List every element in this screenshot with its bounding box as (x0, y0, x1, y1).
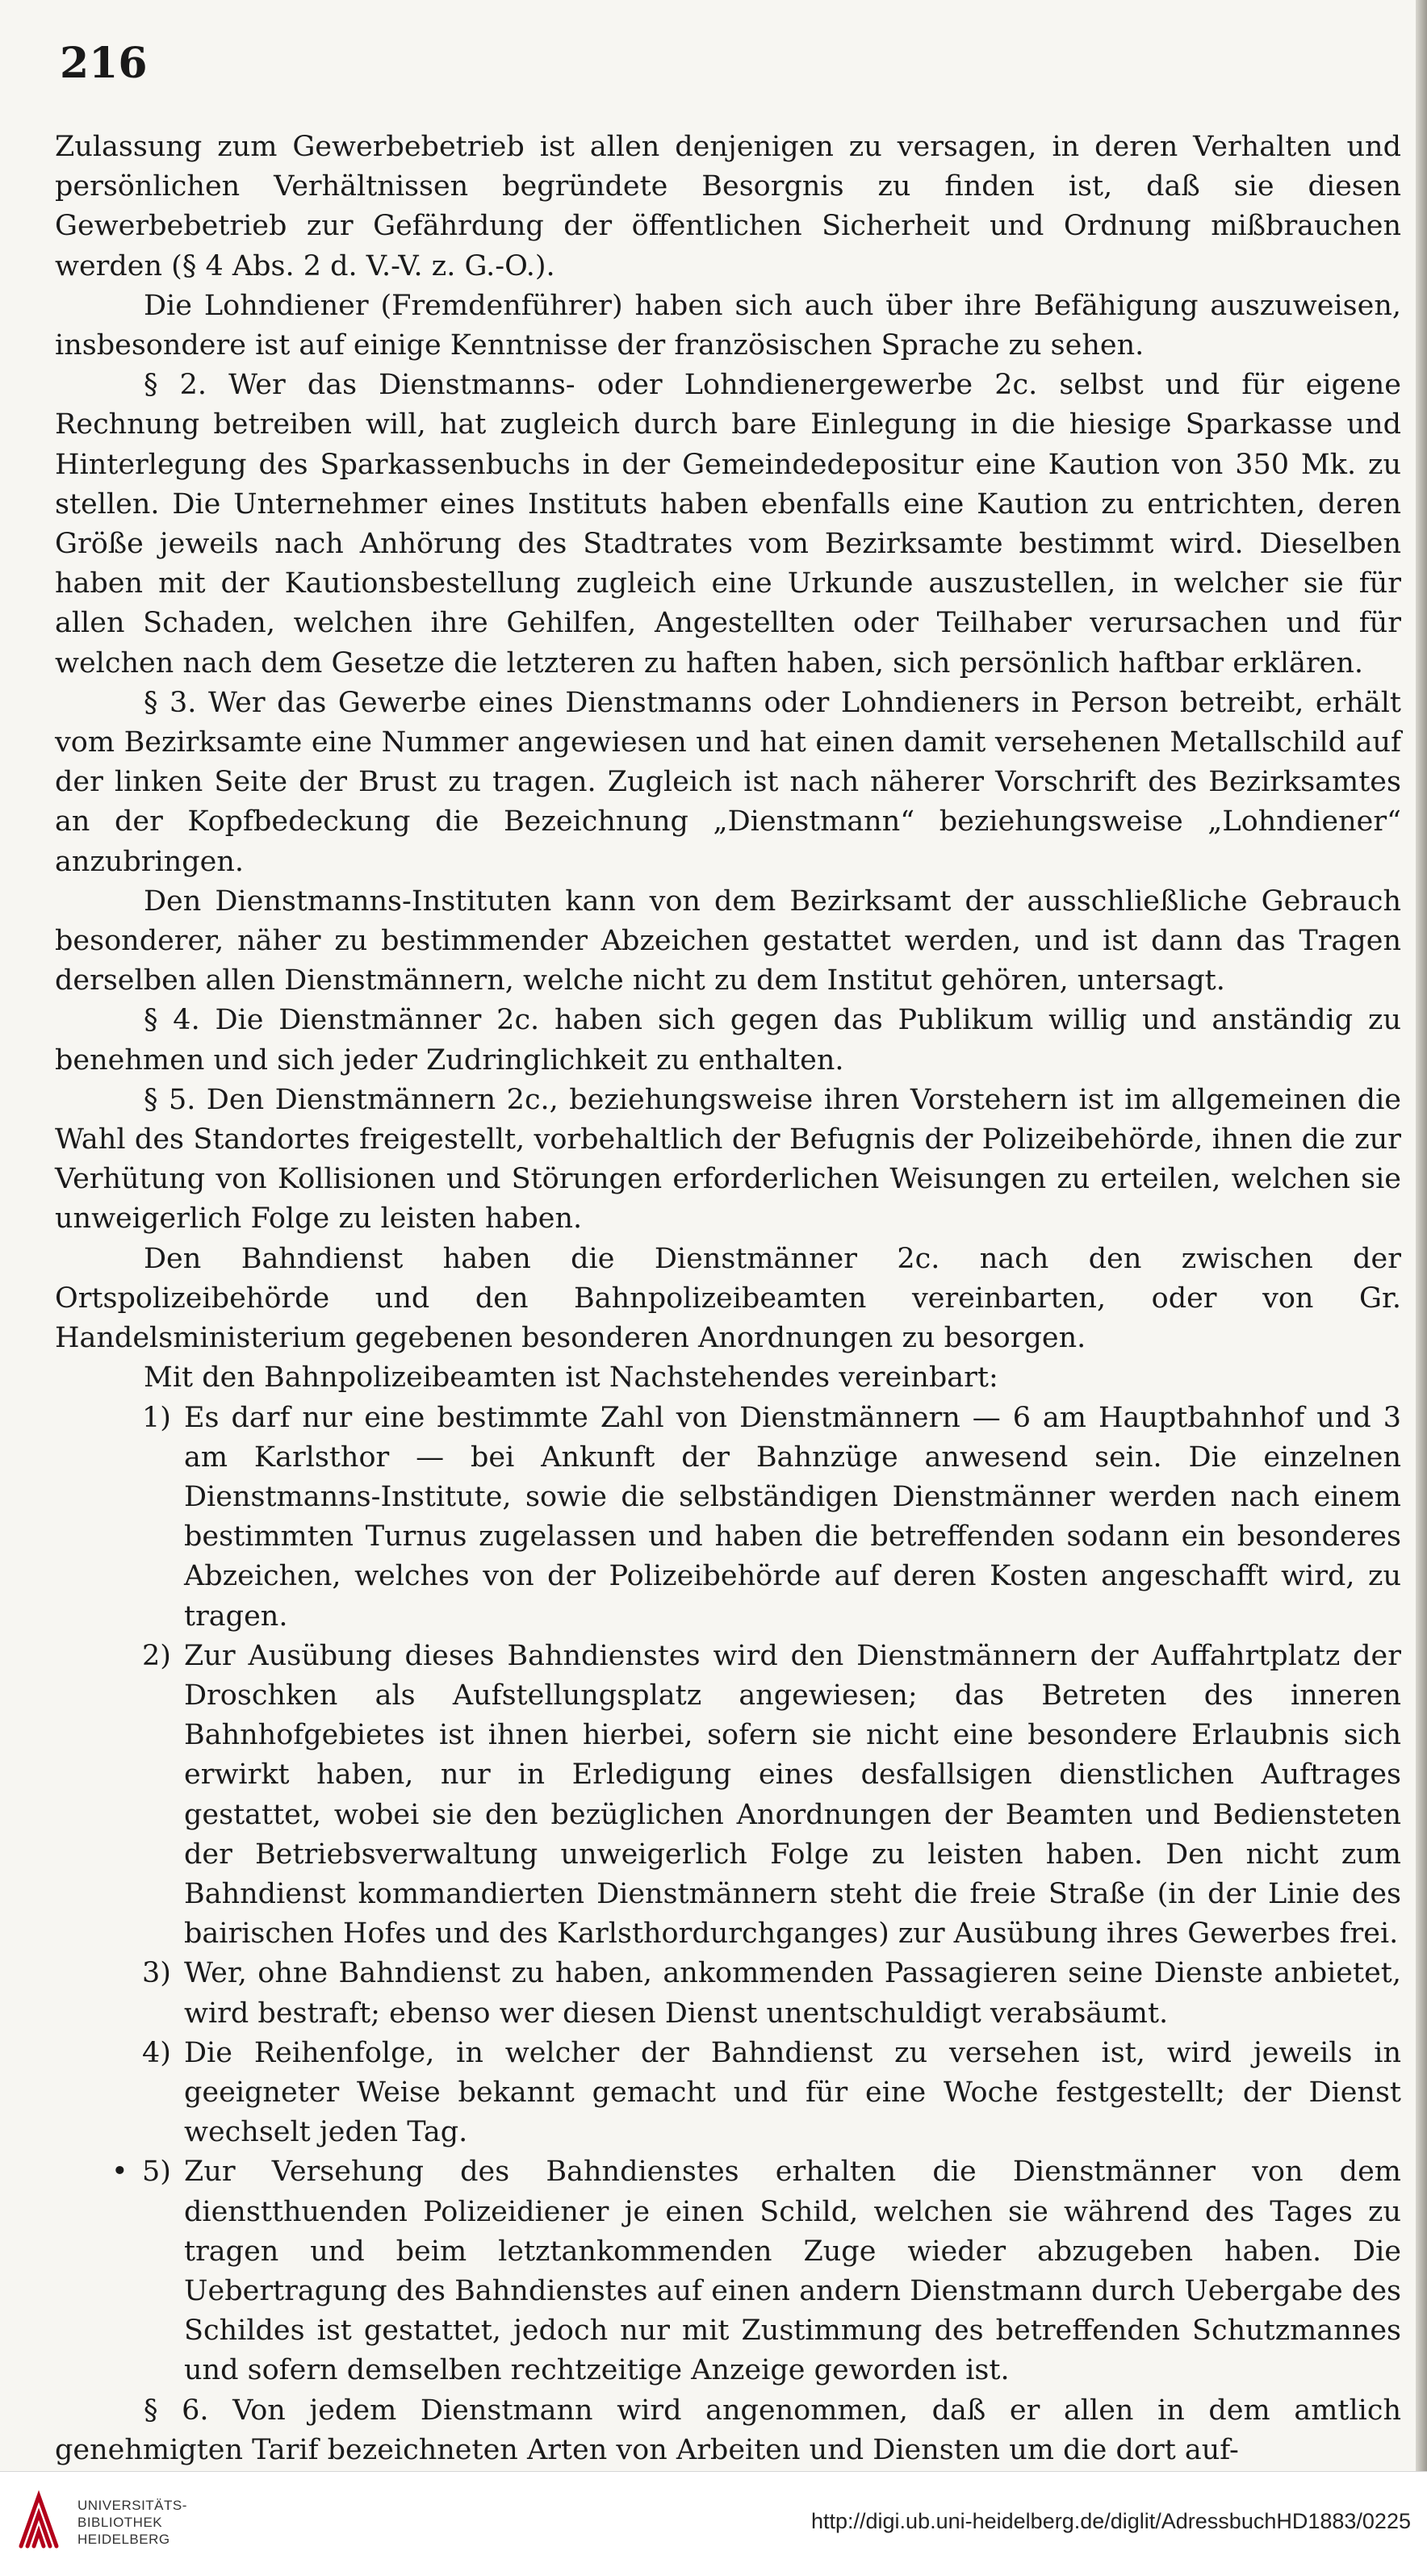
body-text (55, 128, 1401, 2470)
paragraph: § 3. Wer das Gewerbe eines Dienstmanns oder Lohndieners in Person betreibt, erhält vom Bezirksamte eine Nummer angewiesen und hat einen damit versehenen Metallschild auf der linken Seite der Brust zu tragen. Zugleich ist nach näherer Vorschrift des Bezirksamtes an der Kopfbedeckung die Bezeichnung „Dienstmann“ beziehungsweise „Lohndiener“ anzubringen. (55, 686, 1401, 878)
list-number: 5) (142, 2156, 171, 2189)
list-item-text: Zur Ausübung dieses Bahndienstes wird den Dienstmännern der Auffahrtplatz der Droschken als Aufstellungsplatz angewiesen; das Betreten des inneren Bahnhofgebietes ist ihnen hierbei, sofern sie nicht eine besondere Erlaubnis sich erwirkt haben, nur in Erledigung eines desfallsigen dienstlichen Auftrages gestattet, wobei sie den bezüglichen Anordnungen der Beamten und Bediensteten der Betriebsverwaltung unweigerlich Folge zu leisten haben. Den nicht zum Bahndienst kommandierten Dienstmännern steht die freie Straße (in der Linie des bairischen Hofes und des Karlsthordurchganges) zur Ausübung ihres Gewerbes frei. (184, 1639, 1401, 1951)
list-item (55, 2152, 1401, 2390)
paragraph: Zulassung zum Gewerbebetrieb ist allen denjenigen zu versagen, in deren Verhalten und persönlichen Verhältnissen begründete Besorgnis zu finden ist, daß sie diesen Gewerbebetrieb zur Gefährdung der öffentlichen Sicherheit und Ordnung mißbrauchen werden (§ 4 Abs. 2 d. V.-V. z. G.-O.). (55, 131, 1401, 282)
paragraph: § 5. Den Dienstmännern 2c., beziehungsweise ihren Vorstehern ist im allgemeinen die Wahl des Standortes freigestellt, vorbehaltlich der Befugnis der Polizeibehörde, ihnen die zur Verhütung von Kollisionen und Störungen erforderlichen Weisungen zu erteilen, welchen sie unweigerlich Folge zu leisten haben. (55, 1083, 1401, 1236)
logo-line-1: UNIVERSITÄTS- (77, 2497, 187, 2513)
paragraph: Den Bahndienst haben die Dienstmänner 2c. nach den zwischen der Ortspolizeibehörde und den Bahnpolizeibeamten vereinbarten, oder von Gr. Handelsministerium gegebenen besonderen Anordnungen zu besorgen. (55, 1242, 1401, 1355)
page-edge-shadow (1416, 0, 1427, 2471)
logo-line-2: BIBLIOTHEK (77, 2514, 163, 2530)
list-item (55, 2034, 1401, 2153)
paragraph: § 4. Die Dienstmänner 2c. haben sich gegen das Publikum willig und anständig zu benehmen und sich jeder Zudringlichkeit zu enthalten. (55, 1004, 1401, 1077)
list-bullet: • (111, 2156, 128, 2189)
paragraph: Den Dienstmanns-Instituten kann von dem Bezirksamt der ausschließliche Gebrauch besonderer, näher zu bestimmender Abzeichen gestattet werden, und ist dann das Tragen derselben allen Dienstmännern, welche nicht zu dem Institut gehören, untersagt. (55, 884, 1401, 997)
list-number: 3) (142, 1957, 171, 1990)
logo-line-3: HEIDELBERG (77, 2531, 170, 2547)
list-item-text: Es darf nur eine bestimmte Zahl von Dienstmännern — 6 am Hauptbahnhof und 3 am Karlsthor — bei Ankunft der Bahnzüge anwesend sein. Die einzelnen Dienstmanns-Institute, sowie die selbständigen Dienstmänner werden nach einem bestimmten Turnus zugelassen und haben die betreffenden sodann ein besonderes Abzeichen, welches von der Polizeibehörde auf deren Kosten angeschafft wird, zu tragen. (184, 1401, 1401, 1633)
footer-bar (0, 2471, 1427, 2576)
library-logo-text (77, 2497, 187, 2548)
paragraph: § 2. Wer das Dienstmanns- oder Lohndienergewerbe 2c. selbst und für eigene Rechnung betreiben will, hat zugleich durch bare Einlegung in die hiesige Sparkasse und Hinterlegung des Sparkassenbuchs in der Gemeindedepositur eine Kaution von 350 Mk. zu stellen. Die Unternehmer eines Instituts haben ebenfalls eine Kaution zu entrichten, deren Größe jeweils nach Anhörung des Stadtrates vom Bezirksamte bestimmt wird. Dieselben haben mit der Kautionsbestellung zugleich eine Urkunde auszustellen, in welcher sie für allen Schaden, welchen ihre Gehilfen, Angestellten oder Teilhaber verursachen und für welchen nach dem Gesetze die letzteren zu haften haben, sich persönlich haftbar erklären. (55, 369, 1401, 680)
list-item-text: Zur Versehung des Bahndienstes erhalten die Dienstmänner von dem dienstthuenden Polizeidiener je einen Schild, welchen sie während des Tages zu tragen und beim letztankommenden Zuge wieder abzugeben haben. Die Uebertragung des Bahndienstes auf einen andern Dienstmann durch Uebergabe des Schildes ist gestattet, jedoch nur mit Zustimmung des betreffenden Schutzmannes und sofern demselben rechtzeitige Anzeige geworden ist. (184, 2156, 1401, 2387)
list-number: 2) (142, 1639, 171, 1672)
list-item (55, 1637, 1401, 1955)
library-logo[interactable] (15, 2490, 187, 2554)
page-number: 216 (60, 39, 148, 88)
list-item (55, 1399, 1401, 1637)
source-url-link[interactable]: http://digi.ub.uni-heidelberg.de/diglit/AdressbuchHD1883/0225 (810, 2509, 1411, 2533)
library-logo-icon (15, 2490, 63, 2554)
paragraph: Die Lohndiener (Fremdenführer) haben sich auch über ihre Befähigung auszuweisen, insbesondere ist auf einige Kenntnisse der französischen Sprache zu sehen. (55, 289, 1401, 362)
paragraph: Mit den Bahnpolizeibeamten ist Nachstehendes vereinbart: (144, 1361, 998, 1395)
list-number: 1) (142, 1401, 171, 1434)
list-item-text: Wer, ohne Bahndienst zu haben, ankommenden Passagieren seine Dienste anbietet, wird bestraft; ebenso wer diesen Dienst unentschuldigt verabsäumt. (184, 1957, 1401, 2030)
list-number: 4) (142, 2036, 171, 2069)
list-item-text: Die Reihenfolge, in welcher der Bahndienst zu versehen ist, wird jeweils in geeigneter Weise bekannt gemacht und für eine Woche festgestellt; der Dienst wechselt jeden Tag. (184, 2036, 1401, 2149)
list-item (55, 1954, 1401, 2033)
paragraph: § 6. Von jedem Dienstmann wird angenommen, daß er allen in dem amtlich genehmigten Tarif bezeichneten Arten von Arbeiten und Diensten um die dort auf- (55, 2394, 1401, 2466)
